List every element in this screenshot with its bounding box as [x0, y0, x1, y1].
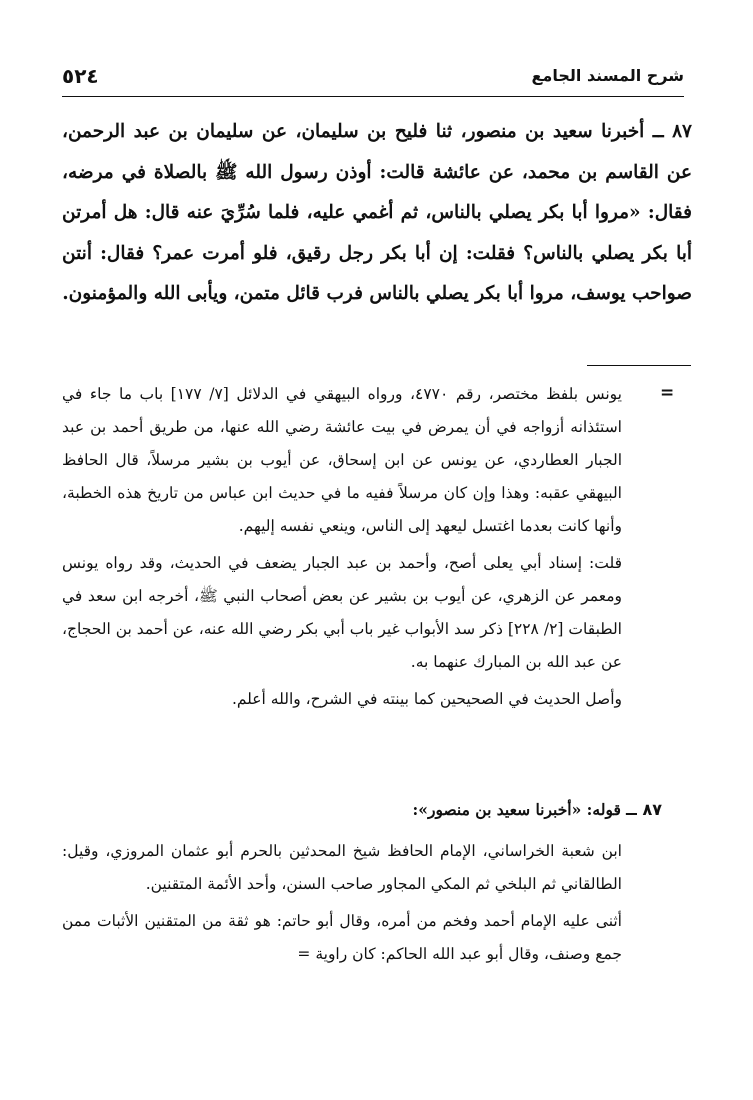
commentary-paragraph-2: أثنى عليه الإمام أحمد وفخم من أمره، وقال أبو حاتم: هو ثقة من المتقنين الأثبات ممن جمع وصنف، وقال أبو عبد الله الحاكم: كان راوية =: [62, 912, 622, 963]
footnote-paragraph-1: يونس بلفظ مختصر، رقم ٤٧٧٠، ورواه البيهقي في الدلائل [٧/ ١٧٧] باب ما جاء في استئذانه أزواجه في أن يمرض في بيت عائشة رضي الله عنها، من طريق أحمد بن عبد الجبار العطاردي، عن يونس عن ابن إسحاق، عن أيوب بن بشير مرسلاً، قال الحافظ البيهقي عقبه: وهذا وإن كان مرسلاً ففيه ما في حديث ابن عباس من تاريخ هذه الخطبة، وأنها كانت بعدما اغتسل ليعهد إلى الناس، وينعي نفسه إليهم.: [62, 385, 622, 535]
footnote-separator: [587, 365, 691, 366]
footnote-paragraph-3: وأصل الحديث في الصحيحين كما بينته في الشرح، والله أعلم.: [231, 690, 622, 708]
running-title: شرح المسند الجامع: [531, 66, 684, 85]
hadith-paragraph: ٨٧ ــ أخبرنا سعيد بن منصور، ثنا فليح بن سليمان، عن سليمان بن عبد الرحمن، عن القاسم بن محمد، عن عائشة قالت: أوذن رسول الله ﷺ بالصلاة في مرضه، فقال: «مروا أبا بكر يصلي بالناس، ثم أغمي عليه، فلما سُرِّيَ عنه قال: هل أمرتن أبا بكر يصلي بالناس؟ فقلت: إن أبا بكر رجل رقيق، فلو أمرت عمر؟ فقال: أنتن صواحب يوسف، مروا أبا بكر يصلي بالناس فرب قائل متمن، ويأبى الله والمؤمنون.: [62, 121, 692, 304]
page-number: ٥٢٤: [62, 64, 99, 88]
entry-label: قوله: «أخبرنا سعيد بن منصور»:: [412, 800, 621, 819]
footnote-paragraph-2: قلت: إسناد أبي يعلى أصح، وأحمد بن عبد الجبار يضعف في الحديث، وقد رواه يونس ومعمر عن الزهري، عن أيوب بن بشير عن بعض أصحاب النبي ﷺ، أخرجه ابن سعد في الطبقات [٢/ ٢٢٨] ذكر سد الأبواب غير باب أبي بكر رضي الله عنه، عن أحمد بن الحجاج، عن عبد الله بن المبارك عنهما به.: [62, 554, 622, 671]
footnote-continuation-mark: =: [660, 383, 675, 403]
page-header: [62, 62, 684, 97]
commentary-paragraph-1: ابن شعبة الخراساني، الإمام الحافظ شيخ المحدثين بالحرم أبو عثمان المروزي، وقيل: الطالقاني ثم البلخي ثم المكي المجاور صاحب السنن، وأحد الأئمة المتقنين.: [62, 842, 622, 893]
footnotes: [62, 378, 622, 716]
entry-number: ٨٧ ــ: [625, 800, 662, 819]
commentary: [62, 835, 622, 975]
commentary-heading: [62, 800, 662, 819]
hadith-text: [62, 112, 692, 315]
